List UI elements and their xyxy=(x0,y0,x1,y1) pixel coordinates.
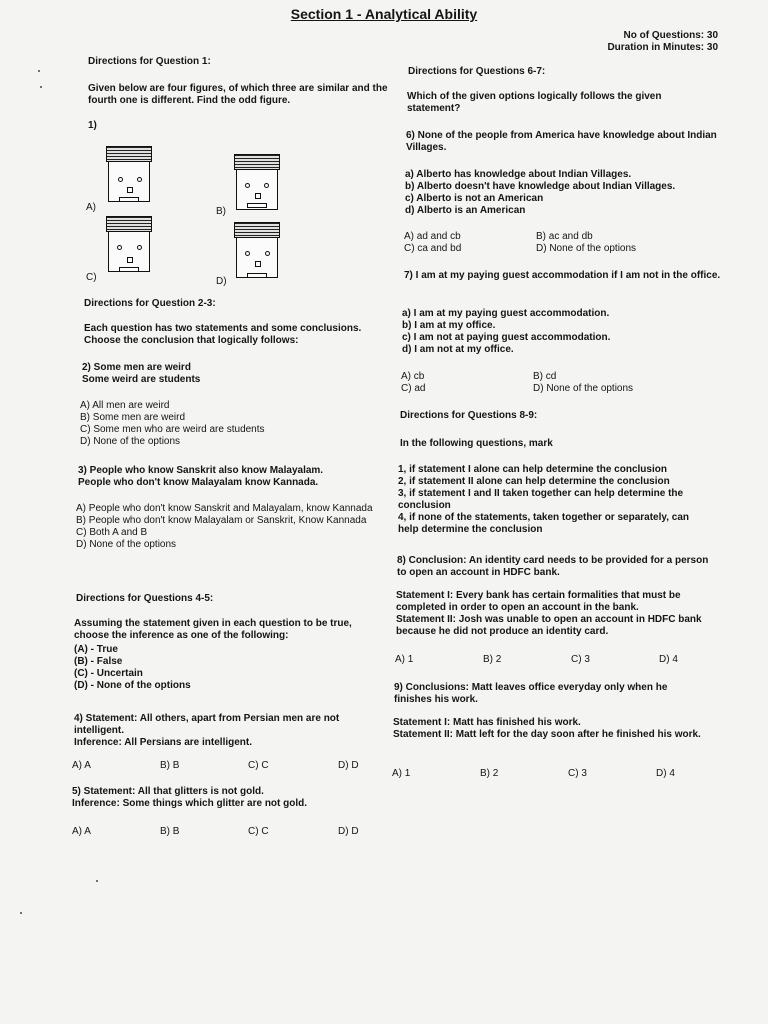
dir45-heading: Directions for Questions 4-5: xyxy=(76,593,214,604)
question-4 xyxy=(74,713,379,749)
dir67-text: Which of the given options logically follows the given statement? xyxy=(407,91,662,114)
dir45-text: Assuming the statement given in each question to be true, choose the inference as one of the following: xyxy=(74,618,352,641)
q4-option-a: A) A xyxy=(72,760,91,771)
q4-option-c: C) C xyxy=(248,760,269,771)
q3-line1: 3) People who know Sanskrit also know Malayalam. xyxy=(78,465,324,476)
q5-option-c: C) C xyxy=(248,826,269,837)
q8-statements xyxy=(396,590,706,638)
question-9: 9) Conclusions: Matt leaves office everyday only when he finishes his work. xyxy=(394,682,668,705)
q8-statement-2: Statement II: Josh was unable to open an account in HDFC bank because he did not produce an identity card. xyxy=(396,614,702,637)
rule-2: 2, if statement II alone can help determine the conclusion xyxy=(398,476,670,487)
rule-1: 1, if statement I alone can help determine the conclusion xyxy=(398,464,667,475)
q6-statements xyxy=(405,169,721,217)
q8-option-a: A) 1 xyxy=(395,654,414,665)
q7-option-d: D) None of the options xyxy=(533,383,634,394)
question-8: 8) Conclusion: An identity card needs to be provided for a person to open an account in HDFC bank. xyxy=(397,555,709,578)
q4-statement: 4) Statement: All others, apart from Persian men are not intelligent. xyxy=(74,713,340,736)
q5-statement: 5) Statement: All that glitters is not gold. xyxy=(72,786,264,797)
q7-statement-b: b) I am at my office. xyxy=(402,320,496,331)
scan-speck xyxy=(40,86,42,88)
section-title: Section 1 - Analytical Ability xyxy=(290,6,478,22)
choice-uncertain: (C) - Uncertain xyxy=(74,668,143,679)
q6-option-b: B) ac and db xyxy=(536,231,593,242)
q5-option-b: B) B xyxy=(160,826,180,837)
choice-none: (D) - None of the options xyxy=(74,680,191,691)
q4-inference: Inference: All Persians are intelligent. xyxy=(74,737,253,748)
q9-statements xyxy=(393,717,705,741)
q6-statement-b: b) Alberto doesn't have knowledge about Indian Villages. xyxy=(405,181,676,192)
dir89-heading: Directions for Questions 8-9: xyxy=(400,410,538,421)
scan-speck xyxy=(96,880,98,882)
q8-option-c: C) 3 xyxy=(571,654,590,665)
q5-options xyxy=(72,826,359,838)
question-7: 7) I am at my paying guest accommodation if I am not in the office. xyxy=(404,270,721,281)
question-6: 6) None of the people from America have knowledge about Indian Villages. xyxy=(406,130,717,153)
q7-statement-a: a) I am at my paying guest accommodation. xyxy=(402,308,610,319)
q6-statement-d: d) Alberto is an American xyxy=(405,205,526,216)
q5-option-a: A) A xyxy=(72,826,91,837)
q2-option-c: C) Some men who are weird are students xyxy=(80,424,265,435)
question-5 xyxy=(72,786,377,810)
num-questions: No of Questions: 30 xyxy=(623,30,718,41)
q3-line2: People who don't know Malayalam know Kannada. xyxy=(78,477,319,488)
q2-options xyxy=(80,400,380,448)
q9-statement-1: Statement I: Matt has finished his work. xyxy=(393,717,581,728)
q9-option-d: D) 4 xyxy=(656,768,675,779)
figure-c xyxy=(106,216,152,274)
q9-statement-2: Statement II: Matt left for the day soon after he finished his work. xyxy=(393,729,701,740)
q6-options xyxy=(404,231,676,255)
q8-option-b: B) 2 xyxy=(483,654,502,665)
dir89-text: In the following questions, mark xyxy=(400,438,553,449)
q7-option-b: B) cd xyxy=(533,371,557,382)
q8-option-d: D) 4 xyxy=(659,654,678,665)
rule-3: 3, if statement I and II taken together can help determine the conclusion xyxy=(398,488,684,511)
q4-options xyxy=(72,760,359,772)
choice-false: (B) - False xyxy=(74,656,123,667)
dir1-text: Given below are four figures, of which three are similar and the fourth one is different. Find the odd figure. xyxy=(88,83,388,106)
q2-option-d: D) None of the options xyxy=(80,436,181,447)
q7-statements xyxy=(402,308,722,356)
q3-options xyxy=(76,503,376,551)
q6-statement-a: a) Alberto has knowledge about Indian Villages. xyxy=(405,169,632,180)
figure-a-label: A) xyxy=(86,202,96,213)
dir23-heading: Directions for Question 2-3: xyxy=(84,298,216,309)
q9-option-c: C) 3 xyxy=(568,768,587,779)
q3-option-d: D) None of the options xyxy=(76,539,177,550)
q4-option-d: D) D xyxy=(338,760,359,771)
duration: Duration in Minutes: 30 xyxy=(607,42,718,53)
q6-option-a: A) ad and cb xyxy=(404,231,461,242)
q3-option-a: A) People who don't know Sanskrit and Malayalam, know Kannada xyxy=(76,503,373,514)
exam-meta xyxy=(607,30,718,54)
q7-statement-c: c) I am not at paying guest accommodation. xyxy=(402,332,611,343)
scan-speck xyxy=(20,912,22,914)
q8-statement-1: Statement I: Every bank has certain formalities that must be completed in order to open an account in the bank. xyxy=(396,590,681,613)
choice-true: (A) - True xyxy=(74,644,118,655)
dir67-heading: Directions for Questions 6-7: xyxy=(408,66,546,77)
q7-options xyxy=(401,371,673,395)
q2-line1: 2) Some men are weird xyxy=(82,362,191,373)
figure-b xyxy=(234,154,280,212)
q2-option-b: B) Some men are weird xyxy=(80,412,186,423)
q9-options xyxy=(392,768,675,780)
dir89-rules xyxy=(398,464,708,536)
q6-option-c: C) ca and bd xyxy=(404,243,462,254)
question-2 xyxy=(82,362,382,386)
q9-option-a: A) 1 xyxy=(392,768,411,779)
q9-option-b: B) 2 xyxy=(480,768,499,779)
q7-statement-d: d) I am not at my office. xyxy=(402,344,514,355)
q1-number: 1) xyxy=(88,120,97,131)
q3-option-c: C) Both A and B xyxy=(76,527,148,538)
q5-inference: Inference: Some things which glitter are not gold. xyxy=(72,798,308,809)
dir1-label: Directions for Question 1: xyxy=(88,56,211,67)
q8-options xyxy=(395,654,678,666)
q4-option-b: B) B xyxy=(160,760,180,771)
figure-b-label: B) xyxy=(216,206,226,217)
q2-line2: Some weird are students xyxy=(82,374,201,385)
figure-d xyxy=(234,222,280,280)
rule-4: 4, if none of the statements, taken together or separately, can help determine the conclusion xyxy=(398,512,690,535)
figure-d-label: D) xyxy=(216,276,227,287)
figure-a xyxy=(106,146,152,204)
figure-c-label: C) xyxy=(86,272,97,283)
q3-option-b: B) People who don't know Malayalam or Sanskrit, Know Kannada xyxy=(76,515,367,526)
scan-speck xyxy=(38,70,40,72)
q7-option-a: A) cb xyxy=(401,371,425,382)
q6-statement-c: c) Alberto is not an American xyxy=(405,193,544,204)
question-3 xyxy=(78,465,388,489)
q2-option-a: A) All men are weird xyxy=(80,400,170,411)
dir45-choices xyxy=(74,644,191,692)
dir23-text: Each question has two statements and some conclusions. Choose the conclusion that logically follows: xyxy=(84,323,362,346)
q7-option-c: C) ad xyxy=(401,383,426,394)
q6-option-d: D) None of the options xyxy=(536,243,637,254)
dir1-heading xyxy=(88,56,298,68)
q5-option-d: D) D xyxy=(338,826,359,837)
